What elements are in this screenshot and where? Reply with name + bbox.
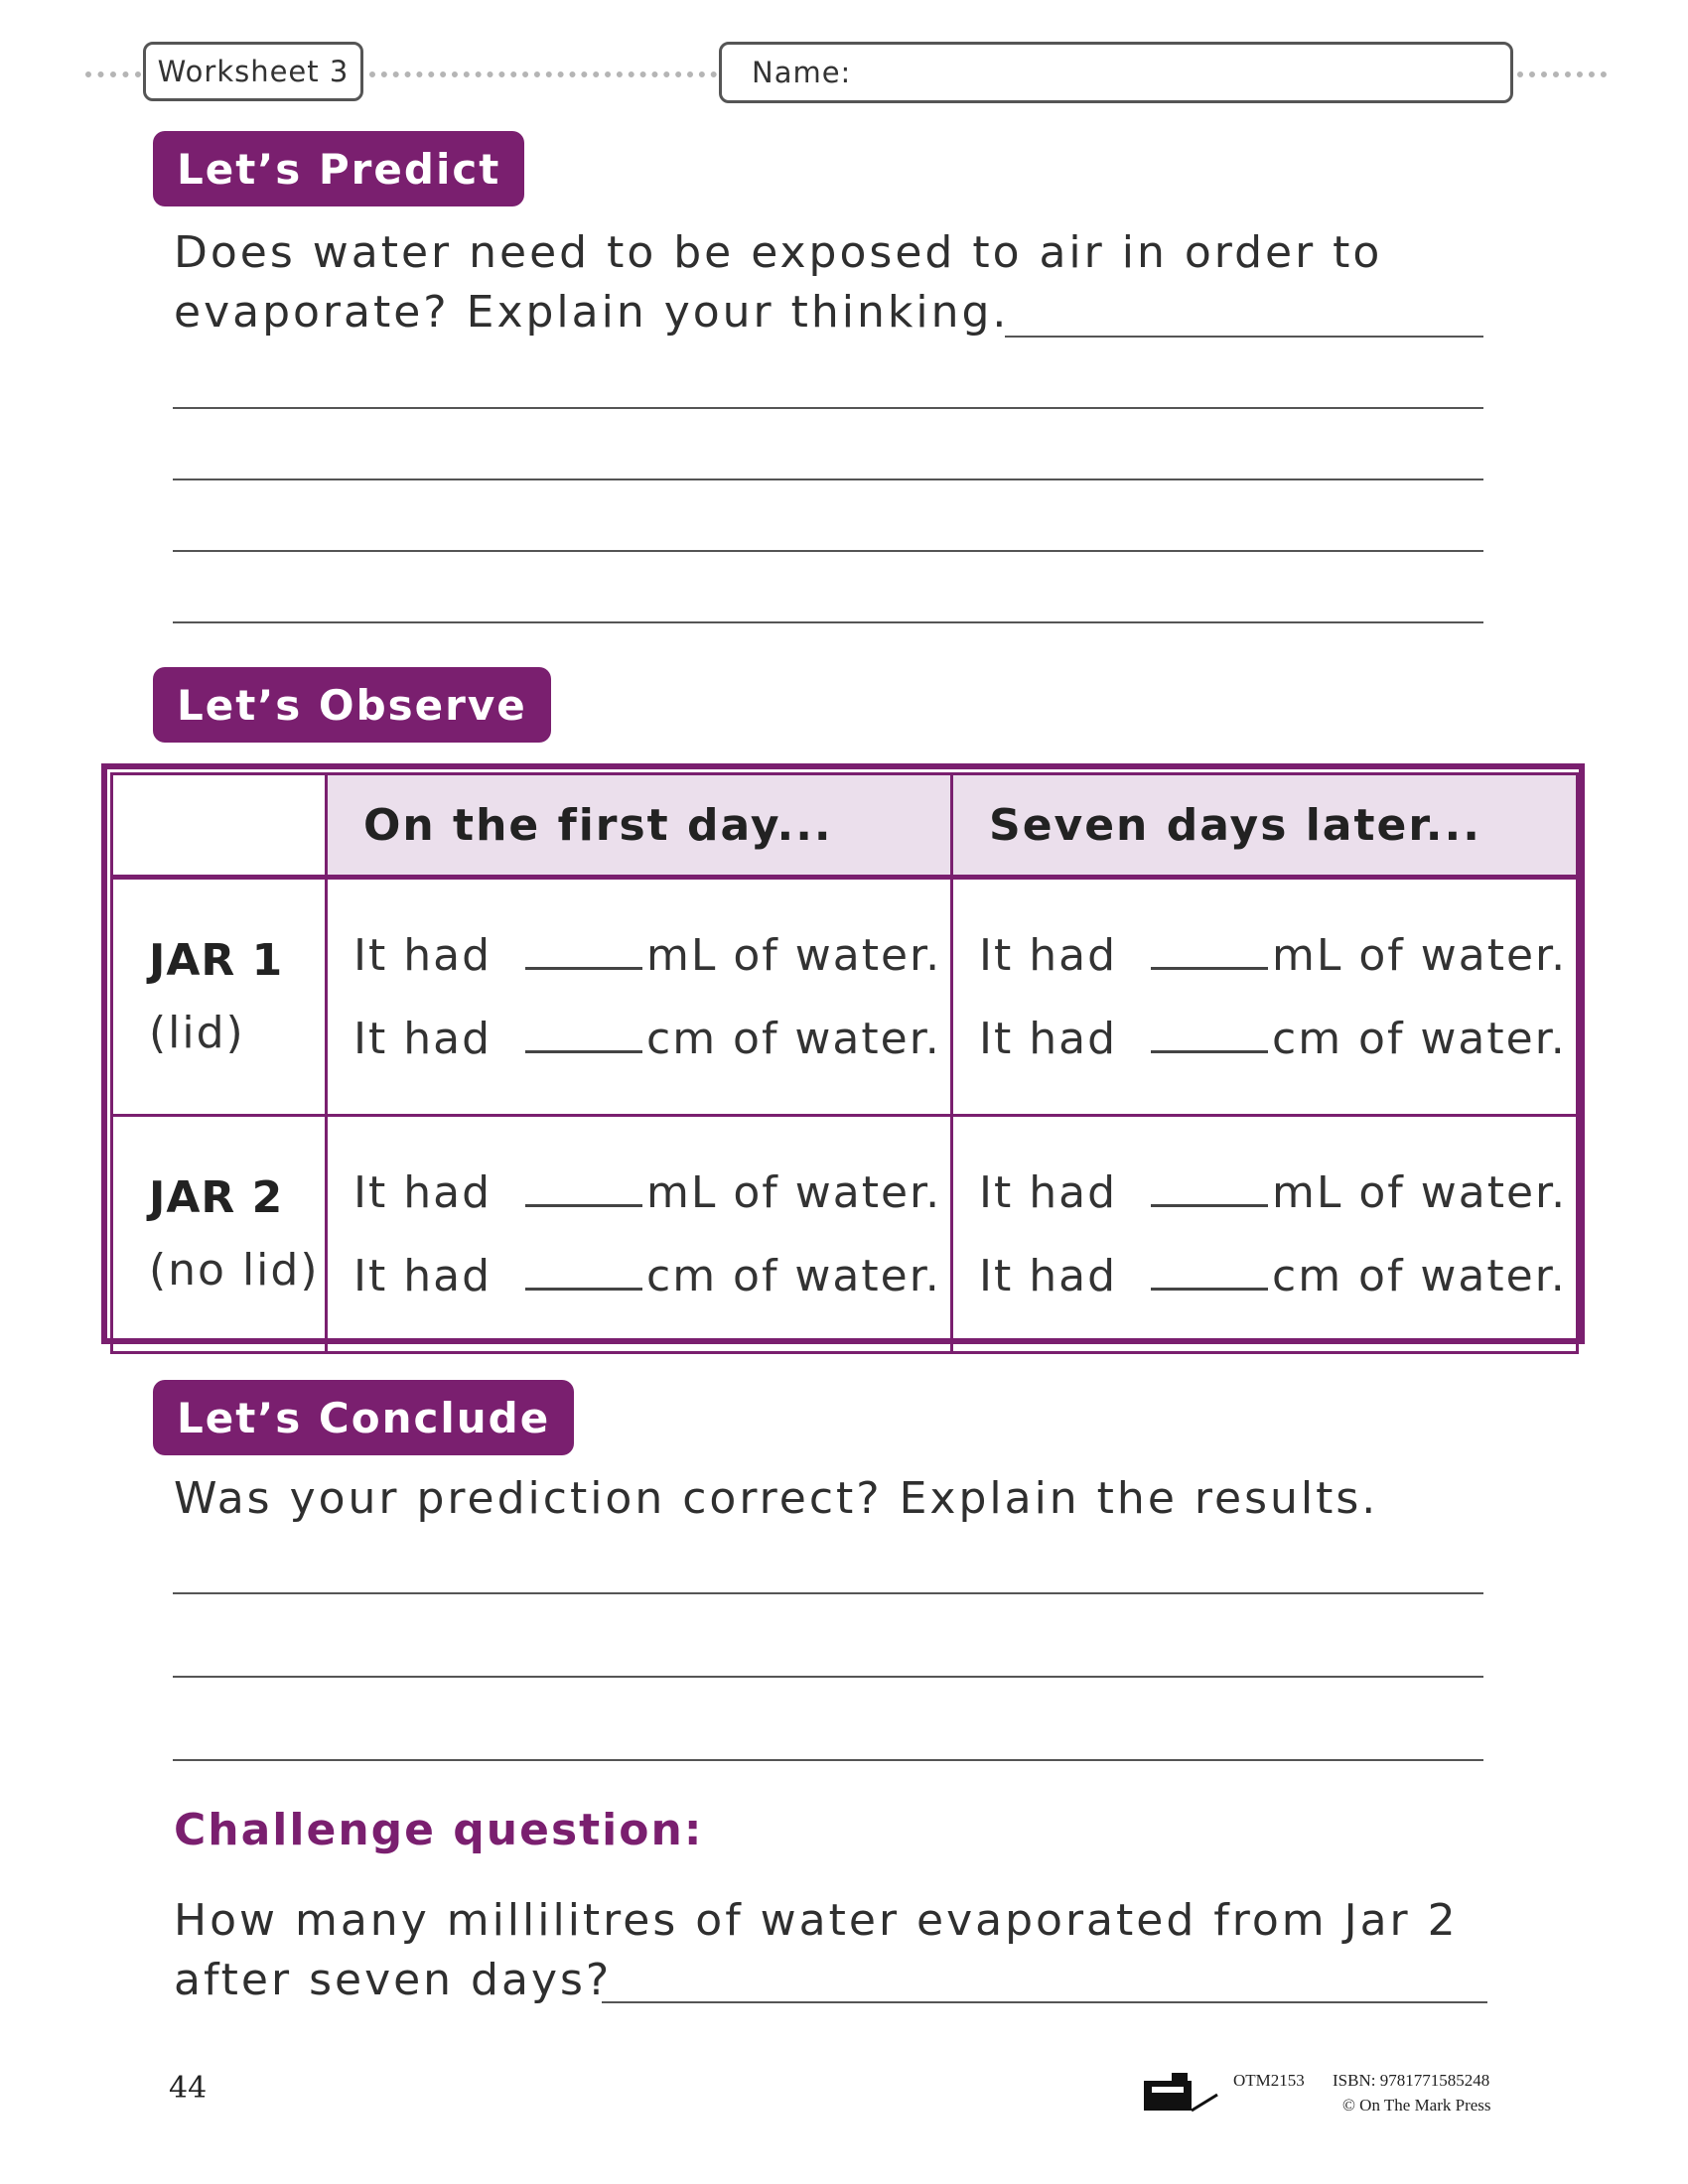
jar2-first-day-ml [353,1151,950,1234]
header-dots-right [1517,71,1607,77]
footer-code: OTM2153 [1233,2071,1305,2090]
page-number: 44 [169,2071,208,2106]
predict-tab-label: Let’s Predict [177,144,501,194]
cell-prefix: It had [979,1013,1117,1064]
challenge-heading: Challenge question: [174,1805,704,1855]
footer-copyright: © On The Mark Press [1342,2096,1491,2115]
jar2-seven-days-cm [979,1234,1576,1317]
table-row-jar1 [112,878,1578,1116]
cell-prefix: It had [353,929,492,981]
conclude-tab [153,1380,574,1455]
table-header-row [112,774,1578,878]
jar1-seven-days-cell [952,878,1578,1116]
jar2-first-day-cm-blank[interactable] [525,1254,642,1291]
cell-prefix: It had [353,1250,492,1301]
conclude-tab-label: Let’s Conclude [177,1393,551,1442]
header-dots-left [85,71,141,77]
cell-ml-suffix: mL of water. [646,929,942,981]
header-dots-middle [369,71,717,77]
observe-tab [153,667,551,743]
jar2-first-day-cm [353,1234,950,1317]
cell-prefix: It had [353,1166,492,1218]
cell-prefix: It had [353,1013,492,1064]
cell-ml-suffix: mL of water. [1272,1166,1568,1218]
jar1-seven-days-ml [979,913,1576,997]
jar2-seven-days-ml-blank[interactable] [1151,1170,1268,1207]
predict-tab [153,131,524,206]
jar2-seven-days-ml [979,1151,1576,1234]
jar1-name: JAR 1 [149,935,284,986]
cell-ml-suffix: mL of water. [646,1166,942,1218]
observe-tab-label: Let’s Observe [177,680,527,730]
column-header-first-day-text: On the first day... [363,799,833,851]
cell-cm-suffix: cm of water. [1272,1013,1567,1064]
predict-answer-line-3[interactable] [173,478,1483,480]
column-header-seven-days [952,774,1578,878]
publisher-logo-icon [1142,2071,1221,2118]
challenge-answer-line[interactable] [602,2001,1487,2003]
observation-table [101,763,1585,1344]
jar2-name: JAR 2 [149,1172,284,1223]
jar2-seven-days-cell [952,1116,1578,1353]
table-row-jar2 [112,1116,1578,1353]
name-field[interactable] [719,42,1513,103]
predict-question-line2: evaporate? Explain your thinking. [174,287,1010,338]
cell-prefix: It had [979,1166,1117,1218]
conclude-answer-line-2[interactable] [173,1676,1483,1678]
cell-cm-suffix: cm of water. [646,1250,941,1301]
cell-cm-suffix: cm of water. [646,1013,941,1064]
cell-ml-suffix: mL of water. [1272,929,1568,981]
jar1-first-day-cm [353,997,950,1080]
worksheet-label [143,42,363,101]
jar1-first-day-ml-blank[interactable] [525,933,642,970]
jar1-first-day-cell [327,878,952,1116]
footer-isbn: ISBN: 9781771585248 [1333,2071,1490,2090]
jar1-seven-days-cm-blank[interactable] [1151,1017,1268,1053]
cell-prefix: It had [979,1250,1117,1301]
jar1-seven-days-ml-blank[interactable] [1151,933,1268,970]
predict-answer-line-5[interactable] [173,621,1483,623]
column-header-first-day [327,774,952,878]
jar2-first-day-cell [327,1116,952,1353]
jar1-note: (lid) [149,1008,245,1058]
cell-prefix: It had [979,929,1117,981]
cell-cm-suffix: cm of water. [1272,1250,1567,1301]
jar2-note: (no lid) [149,1245,320,1296]
predict-question-line1: Does water need to be exposed to air in order to [174,227,1383,278]
table-corner-cell [112,774,327,878]
predict-answer-line-1[interactable] [1005,336,1483,338]
name-label: Name: [752,56,852,89]
jar2-first-day-ml-blank[interactable] [525,1170,642,1207]
jar2-seven-days-cm-blank[interactable] [1151,1254,1268,1291]
challenge-question-line2: after seven days? [174,1955,613,2005]
column-header-seven-days-text: Seven days later... [989,799,1481,851]
challenge-question-line1: How many millilitres of water evaporated from Jar 2 [174,1895,1459,1946]
predict-answer-line-4[interactable] [173,550,1483,552]
conclude-answer-line-1[interactable] [173,1592,1483,1594]
worksheet-label-text: Worksheet 3 [157,55,350,88]
jar1-first-day-ml [353,913,950,997]
predict-answer-line-2[interactable] [173,407,1483,409]
jar1-seven-days-cm [979,997,1576,1080]
conclude-answer-line-3[interactable] [173,1759,1483,1761]
jar1-label-cell [112,878,327,1116]
conclude-question: Was your prediction correct? Explain the results. [174,1473,1379,1524]
jar2-label-cell [112,1116,327,1353]
jar1-first-day-cm-blank[interactable] [525,1017,642,1053]
